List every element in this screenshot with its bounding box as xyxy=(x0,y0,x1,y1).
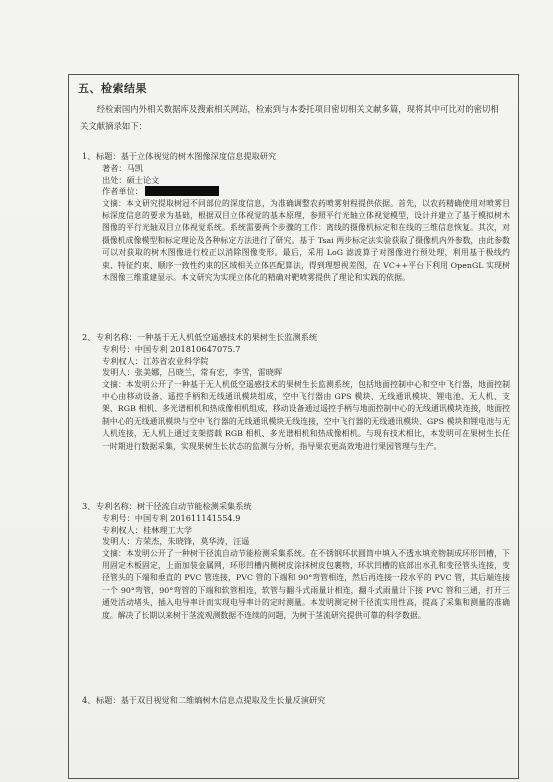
section-heading: 五、检索结果 xyxy=(78,82,147,95)
field-label: 专利权人： xyxy=(102,524,143,535)
field-label: 出处： xyxy=(102,174,127,185)
field-value: 江苏省农业科学院 xyxy=(142,355,209,366)
result-title-line xyxy=(82,331,510,344)
patentee-field xyxy=(102,356,510,368)
result-title: 基于双目视觉和二维熵树木信息点提取及生长量反演研究 xyxy=(120,695,326,705)
abstract-text: 本文研究提取树冠不同部位的深度信息，为准确调整农药喷雾射程提供依据。首先，以农药精确使用对喷雾目标深度信息的要求为基础，根据双目立体视觉的基本原理，参照平行光轴立体视觉模型，设计并建立了基于模拟树木图像的平行光轴双目立体视觉系统。系统需要两个步骤的工作：离线的摄像机标定和在线的三维信息恢复。其次，对摄像机成像模型和标定理论及各种标定方法进行了研究。基于 Tsai 两步标定法实验获取了摄像机内外参数，由此参数可以对获取的树木图像进行校正以消除图像变形。最后，采用 LoG 滤波算子对图像进行预处理，利用基于极线约束、特征约束、顺序一致性约束的区域相关立体匹配算法，得到理想视差图，在 VC++平台下利用 OpenGL 实现树木图像三维重建显示。本文研究为实现立体化的精确对靶喷雾提供了理论和实践的依据。 xyxy=(102,198,510,282)
section-intro: 经检索国内外相关数据库及搜索相关网站，检索到与本委托项目密切相关文献多篇，现将其中可比对的密切相关文献摘录如下： xyxy=(80,104,499,131)
field-value: 中国专利 201611141554.9 xyxy=(134,513,241,523)
field-value: 桂林理工大学 xyxy=(142,524,193,535)
inventor-field xyxy=(102,367,510,379)
redaction-bar xyxy=(145,186,219,196)
result-item xyxy=(82,694,510,707)
abstract-text: 本发明公开了一种树干径流自动节能检测采集系统。在不锈钢环状圆筒中填入不透水填充物制成环形凹槽，下用固定木板固定，上面加装金属网，环形凹槽内侧树皮涂抹树皮包裹物，环状凹槽的底部出水孔和变径管头连接，变径管头的下端和垂直的 PVC 管连接，PVC 管的下端和 90°弯管相连，然后再连接一段水平的 PVC 管，其后端连接一个 90°弯管，90°弯管的下端和软管相连，软管与翻斗式雨量计相连，翻斗式雨量计下接 PVC 管和三通，打开三通处活动堵头，插入电导率计而实现电导率计的定时测量。本发明测定树干径流实用性高，提高了采集和测量的准确度。解决了长期以来树干茎流观测数据不连续的问题，为树干茎流研究提供可靠的科学数据。 xyxy=(102,548,510,620)
result-number: 4、 xyxy=(82,695,96,705)
result-title-line xyxy=(82,500,510,513)
result-title-line xyxy=(82,694,510,707)
result-title: 基于立体视觉的树木图像深度信息提取研究 xyxy=(120,151,277,161)
result-title: 树干径流自动节能检测采集系统 xyxy=(136,501,252,511)
result-abstract xyxy=(102,548,510,622)
result-item xyxy=(82,500,510,622)
field-label: 专利号： xyxy=(102,513,135,523)
field-label: 著者： xyxy=(102,163,127,173)
field-label: 发明人： xyxy=(102,536,135,546)
field-value: 中国专利 201810647075.7 xyxy=(134,344,241,354)
source-field xyxy=(102,175,510,187)
result-abstract xyxy=(102,198,510,285)
field-label: 作者单位： xyxy=(102,186,143,196)
result-item xyxy=(82,331,510,453)
result-abstract xyxy=(102,379,510,453)
field-value: 张美娜，吕晓兰，常有宏，李雪，雷晓晖 xyxy=(134,367,283,377)
result-title: 一种基于无人机低空遥感技术的果树生长监测系统 xyxy=(136,332,318,342)
result-title-label: 专利名称： xyxy=(96,332,137,342)
result-title-label: 标题： xyxy=(96,695,121,705)
abstract-label: 文摘： xyxy=(102,379,127,389)
result-number: 1、 xyxy=(82,151,96,161)
affiliation-field xyxy=(102,186,510,198)
field-label: 专利权人： xyxy=(102,355,143,366)
result-item xyxy=(82,150,510,284)
abstract-label: 文摘： xyxy=(102,198,127,208)
field-value: 硕士论文 xyxy=(126,174,160,185)
result-number: 2、 xyxy=(82,332,96,342)
patent-number-field xyxy=(102,344,510,356)
patentee-field xyxy=(102,525,510,537)
inventor-field xyxy=(102,536,510,548)
result-number: 3、 xyxy=(82,501,96,511)
result-title-label: 标题： xyxy=(96,151,121,161)
abstract-label: 文摘： xyxy=(102,548,127,558)
field-label: 专利号： xyxy=(102,344,135,354)
result-title-line xyxy=(82,150,510,163)
field-label: 发明人： xyxy=(102,367,135,377)
patent-number-field xyxy=(102,513,510,525)
field-value: 方荣杰，朱晓锋，莫华涛，汪遥 xyxy=(134,536,250,546)
field-value: 马凯 xyxy=(126,163,143,173)
author-field xyxy=(102,163,510,175)
abstract-text: 本发明公开了一种基于无人机低空遥感技术的果树生长监测系统，包括地面控制中心和空中飞行器，地面控制中心由移动设备、遥控手柄和无线通讯模块组成，空中飞行器由 GPS 模块、无线通讯模块、锂电池、无人机、支架、RGB 相机、多光谱相机和热成像相机组成，移动设备通过遥控手柄与地面控制中心的无线通讯模块连接，地面控制中心的无线通讯模块与空中飞行器的无线通讯模块无线连接，空中飞行器的无线通讯模块、GPS 模块和锂电池与无人机连接，无人机上通过支架搭载 RGB 相机、多光谱相机和热成像相机。与现有技术相比，本发明可在果树生长任一时期进行数据采集，实现果树生长状态的监测与分析，指导果农更高效地进行果园管理与生产。 xyxy=(102,379,510,451)
result-title-label: 专利名称： xyxy=(96,501,137,511)
